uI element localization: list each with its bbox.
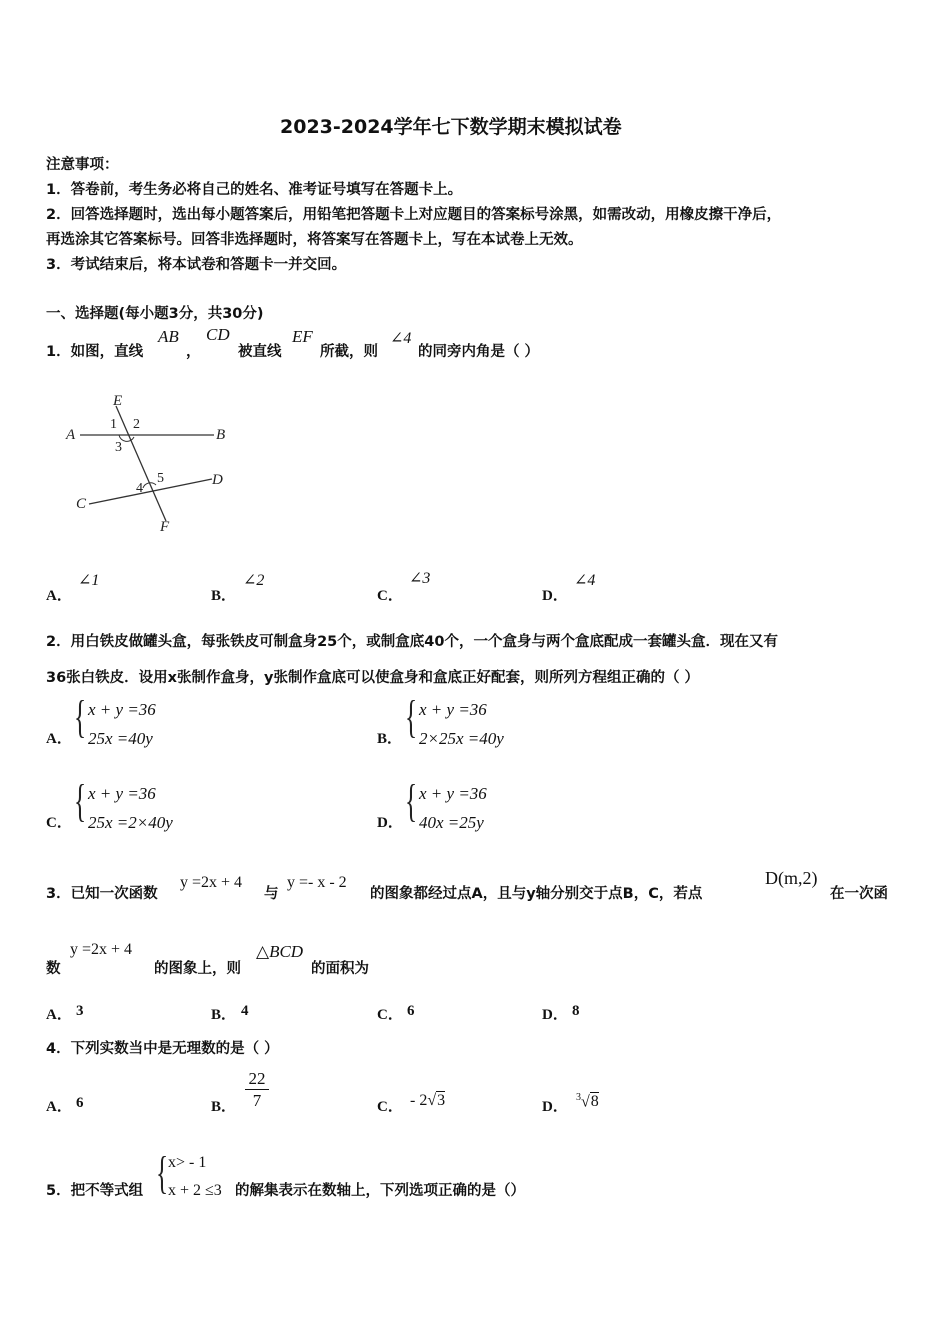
q3-option-a-value: 3	[76, 1003, 84, 1019]
q3-text-3: 的图象都经过点A，且与y轴分别交于点B，C，若点	[370, 886, 703, 902]
q1-option-b-label[interactable]: B．	[211, 588, 237, 604]
label-a: A	[66, 427, 76, 443]
q3-text-2: 与	[264, 886, 279, 902]
q2-option-c-label[interactable]: C．	[46, 815, 72, 831]
q4-option-c-label[interactable]: C．	[377, 1099, 403, 1115]
brace-icon: {	[74, 691, 87, 742]
q3-text-6: 的图象上，则	[154, 961, 241, 977]
label-c: C	[76, 496, 87, 512]
notice-item-3: 3．考试结束后，将本试卷和答题卡一并交回。	[46, 257, 347, 273]
q1-option-d-value: ∠4	[574, 572, 596, 589]
q1-option-a-value: ∠1	[78, 572, 100, 589]
label-angle-1: 1	[110, 417, 117, 432]
q2-option-c-eq2: 25x =2×40y	[88, 813, 173, 832]
q1-option-c-value: ∠3	[409, 570, 431, 587]
q1-text-1: 1．如图，直线	[46, 344, 144, 360]
q4-option-b-label[interactable]: B．	[211, 1099, 237, 1115]
q2-option-a-eq2: 25x =40y	[88, 729, 153, 748]
brace-icon: {	[405, 775, 418, 826]
q3-option-a-label[interactable]: A．	[46, 1007, 72, 1023]
q1-line-ef: EF	[292, 327, 313, 346]
line-ef	[116, 406, 166, 521]
q1-comma: ，	[186, 344, 201, 360]
notice-item-2-line-2: 再选涂其它答案标号。回答非选择题时，将答案写在答题卡上，写在本试卷上无效。	[46, 232, 583, 248]
q4-option-a-value: 6	[76, 1095, 84, 1111]
q3-triangle: △BCD	[256, 942, 304, 961]
q2-option-a-eq1: x + y =36	[88, 700, 156, 719]
q2-option-b-label[interactable]: B．	[377, 731, 403, 747]
q3-text-4: 在一次函	[830, 886, 888, 902]
q3-option-b-value: 4	[241, 1003, 249, 1019]
q5-text-1: 5．把不等式组	[46, 1183, 144, 1199]
q5-inequality-1: x> - 1	[168, 1154, 207, 1171]
label-f: F	[160, 519, 170, 535]
label-angle-4: 4	[136, 481, 143, 496]
q3-function-2: y =- x - 2	[287, 874, 347, 891]
q5-inequality-2: x + 2 ≤3	[168, 1182, 222, 1199]
q1-option-b-value: ∠2	[243, 572, 265, 589]
q2-option-a-label[interactable]: A．	[46, 731, 72, 747]
brace-icon: {	[405, 691, 418, 742]
q5-text-2: 的解集表示在数轴上，下列选项正确的是（）	[235, 1183, 525, 1199]
label-angle-2: 2	[133, 417, 140, 432]
q2-option-d-label[interactable]: D．	[377, 815, 403, 831]
brace-icon: {	[156, 1147, 169, 1198]
q1-line-ab: AB	[158, 327, 179, 346]
fraction-numerator: 22	[245, 1069, 269, 1090]
q3-option-d-value: 8	[572, 1003, 580, 1019]
q4-option-a-label[interactable]: A．	[46, 1099, 72, 1115]
q1-text-4: 的同旁内角是（ ）	[418, 344, 540, 360]
q1-option-c-label[interactable]: C．	[377, 588, 403, 604]
q1-text-2: 被直线	[238, 344, 282, 360]
q3-option-c-label[interactable]: C．	[377, 1007, 403, 1023]
q1-angle-4: ∠4	[390, 330, 412, 347]
q3-option-b-label[interactable]: B．	[211, 1007, 237, 1023]
q2-option-d-eq1: x + y =36	[419, 784, 487, 803]
q1-text-3: 所截，则	[320, 344, 378, 360]
c-prefix: - 2	[410, 1092, 428, 1109]
label-e: E	[113, 393, 123, 409]
label-angle-3: 3	[115, 440, 122, 455]
d-radicand: 8	[590, 1093, 599, 1111]
q1-option-d-label[interactable]: D．	[542, 588, 568, 604]
q1-line-cd: CD	[206, 325, 230, 344]
q4-option-d-label[interactable]: D．	[542, 1099, 568, 1115]
sqrt-icon: √	[427, 1092, 437, 1109]
label-d: D	[212, 472, 223, 488]
q3-point-d: D(m,2)	[765, 868, 818, 888]
q3-text-1: 3．已知一次函数	[46, 886, 158, 902]
q1-option-a-label[interactable]: A．	[46, 588, 72, 604]
q2-option-c-eq1: x + y =36	[88, 784, 156, 803]
q3-function-1: y =2x + 4	[180, 874, 243, 891]
notice-item-2-line-1: 2．回答选择题时，选出每小题答案后，用铅笔把答题卡上对应题目的答案标号涂黑，如需改动，用橡皮擦干净后，	[46, 207, 782, 223]
notice-heading: 注意事项：	[46, 157, 119, 173]
page-title: 2023-2024学年七下数学期末模拟试卷	[280, 116, 622, 138]
q2-option-b-eq2: 2×25x =40y	[419, 729, 504, 748]
q4-option-b-fraction	[245, 1069, 269, 1112]
q2-stem-line-2: 36张白铁皮．设用x张制作盒身，y张制作盒底可以使盒身和盒底正好配套，则所列方程组正确的（ ）	[46, 670, 700, 686]
q2-option-d-eq2: 40x =25y	[419, 813, 484, 832]
sqrt-icon: √	[581, 1093, 590, 1111]
q1-geometry-figure	[56, 388, 246, 538]
brace-icon: {	[74, 775, 87, 826]
label-angle-5: 5	[157, 471, 164, 486]
q2-option-b-eq1: x + y =36	[419, 700, 487, 719]
q3-option-d-label[interactable]: D．	[542, 1007, 568, 1023]
q3-option-c-value: 6	[407, 1003, 415, 1019]
root-index: 3	[576, 1092, 581, 1103]
q4-stem: 4．下列实数当中是无理数的是（ ）	[46, 1041, 279, 1057]
notice-item-1: 1．答卷前，考生务必将自己的姓名、准考证号填写在答题卡上。	[46, 182, 463, 198]
section-heading: 一、选择题(每小题3分，共30分)	[46, 306, 264, 322]
q2-stem-line-1: 2．用白铁皮做罐头盒，每张铁皮可制盒身25个，或制盒底40个，一个盒身与两个盒底配成一套罐头盒．现在又有	[46, 634, 778, 650]
c-radicand: 3	[437, 1092, 446, 1109]
label-b: B	[216, 427, 226, 443]
q3-function-3: y =2x + 4	[70, 941, 133, 958]
q4-option-c-value	[410, 1092, 445, 1110]
q3-text-5: 数	[46, 961, 61, 977]
fraction-denominator: 7	[252, 1091, 262, 1110]
q3-text-7: 的面积为	[311, 961, 369, 977]
q4-option-d-value	[576, 1092, 599, 1111]
